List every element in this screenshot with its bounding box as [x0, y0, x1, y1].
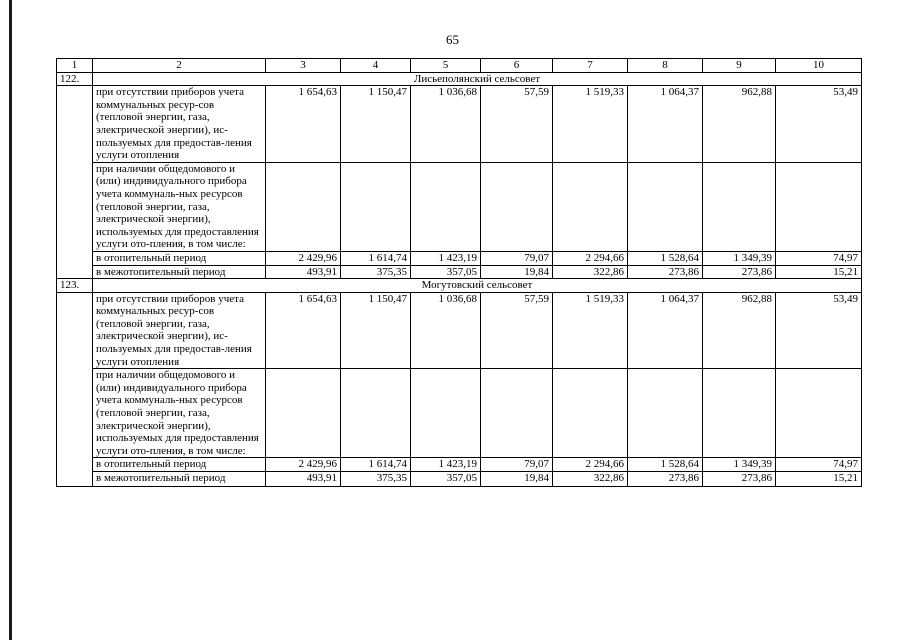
section-index: 123. [57, 279, 93, 293]
value-cell: 273,86 [703, 265, 776, 279]
value-cell: 1 654,63 [266, 292, 341, 369]
section-header-row [57, 279, 862, 293]
column-header: 4 [341, 59, 411, 73]
value-cell: 493,91 [266, 472, 341, 487]
column-header: 8 [628, 59, 703, 73]
value-cell [703, 162, 776, 251]
value-cell: 57,59 [481, 86, 553, 163]
table-row [57, 292, 862, 369]
row-description: в межотопительный период [93, 265, 266, 279]
value-cell: 57,59 [481, 292, 553, 369]
value-cell [481, 369, 553, 458]
index-cell [57, 292, 93, 486]
column-header: 3 [266, 59, 341, 73]
row-description: в межотопительный период [93, 472, 266, 487]
value-cell: 357,05 [411, 472, 481, 487]
row-description: при наличии общедомового и (или) индивидуального прибора учета коммуналь-ных ресурсов (тепловой энергии, газа, электрической энергии), используемых для предоставления услуги ото-пления, в том числе: [93, 162, 266, 251]
value-cell: 962,88 [703, 86, 776, 163]
value-cell [703, 369, 776, 458]
value-cell: 1 423,19 [411, 458, 481, 472]
column-header: 9 [703, 59, 776, 73]
value-cell: 19,84 [481, 265, 553, 279]
table-row [57, 86, 862, 163]
value-cell: 2 429,96 [266, 458, 341, 472]
value-cell: 1 349,39 [703, 251, 776, 265]
value-cell: 1 528,64 [628, 251, 703, 265]
section-title: Лисьеполянский сельсовет [93, 72, 862, 86]
table-row [57, 472, 862, 487]
value-cell: 74,97 [776, 458, 862, 472]
row-description: в отопительный период [93, 251, 266, 265]
page-number: 65 [446, 32, 459, 47]
value-cell: 1 064,37 [628, 86, 703, 163]
value-cell: 375,35 [341, 265, 411, 279]
section-title: Могутовский сельсовет [93, 279, 862, 293]
table-row [57, 251, 862, 265]
value-cell [553, 369, 628, 458]
value-cell [341, 162, 411, 251]
value-cell: 74,97 [776, 251, 862, 265]
value-cell: 322,86 [553, 265, 628, 279]
value-cell: 1 614,74 [341, 458, 411, 472]
value-cell [481, 162, 553, 251]
index-cell [57, 86, 93, 279]
value-cell [776, 162, 862, 251]
value-cell [266, 162, 341, 251]
value-cell: 1 036,68 [411, 292, 481, 369]
value-cell: 1 349,39 [703, 458, 776, 472]
value-cell: 2 294,66 [553, 251, 628, 265]
value-cell: 273,86 [628, 472, 703, 487]
value-cell [411, 369, 481, 458]
row-description: при отсутствии приборов учета коммунальных ресур-сов (тепловой энергии, газа, электрической энергии), ис-пользуемых для предостав-ления услуги отопления [93, 292, 266, 369]
value-cell: 15,21 [776, 472, 862, 487]
value-cell [776, 369, 862, 458]
table-row [57, 265, 862, 279]
value-cell: 19,84 [481, 472, 553, 487]
value-cell [341, 369, 411, 458]
value-cell: 1 519,33 [553, 86, 628, 163]
column-number-row [57, 59, 862, 73]
value-cell: 53,49 [776, 292, 862, 369]
row-description: при отсутствии приборов учета коммунальных ресур-сов (тепловой энергии, газа, электрической энергии), ис-пользуемых для предостав-ления услуги отопления [93, 86, 266, 163]
value-cell: 962,88 [703, 292, 776, 369]
value-cell: 1 614,74 [341, 251, 411, 265]
value-cell: 493,91 [266, 265, 341, 279]
value-cell: 357,05 [411, 265, 481, 279]
column-header: 5 [411, 59, 481, 73]
value-cell: 53,49 [776, 86, 862, 163]
value-cell: 1 036,68 [411, 86, 481, 163]
value-cell: 1 528,64 [628, 458, 703, 472]
value-cell: 1 654,63 [266, 86, 341, 163]
value-cell: 2 429,96 [266, 251, 341, 265]
section-header-row [57, 72, 862, 86]
column-header: 2 [93, 59, 266, 73]
value-cell: 1 519,33 [553, 292, 628, 369]
value-cell [628, 369, 703, 458]
column-header: 10 [776, 59, 862, 73]
value-cell: 15,21 [776, 265, 862, 279]
value-cell: 273,86 [703, 472, 776, 487]
row-description: в отопительный период [93, 458, 266, 472]
value-cell [411, 162, 481, 251]
value-cell: 1 064,37 [628, 292, 703, 369]
value-cell [553, 162, 628, 251]
row-description: при наличии общедомового и (или) индивидуального прибора учета коммуналь-ных ресурсов (тепловой энергии, газа, электрической энергии), используемых для предоставления услуги ото-пления, в том числе: [93, 369, 266, 458]
section-index: 122. [57, 72, 93, 86]
value-cell: 375,35 [341, 472, 411, 487]
value-cell: 322,86 [553, 472, 628, 487]
tariff-table [56, 58, 862, 487]
column-header: 1 [57, 59, 93, 73]
value-cell: 1 150,47 [341, 86, 411, 163]
value-cell [628, 162, 703, 251]
margin-bar [9, 0, 12, 640]
value-cell: 2 294,66 [553, 458, 628, 472]
value-cell: 79,07 [481, 251, 553, 265]
value-cell: 1 150,47 [341, 292, 411, 369]
table-row [57, 369, 862, 458]
value-cell: 79,07 [481, 458, 553, 472]
table-row [57, 162, 862, 251]
value-cell: 1 423,19 [411, 251, 481, 265]
value-cell [266, 369, 341, 458]
value-cell: 273,86 [628, 265, 703, 279]
column-header: 6 [481, 59, 553, 73]
column-header: 7 [553, 59, 628, 73]
table-row [57, 458, 862, 472]
